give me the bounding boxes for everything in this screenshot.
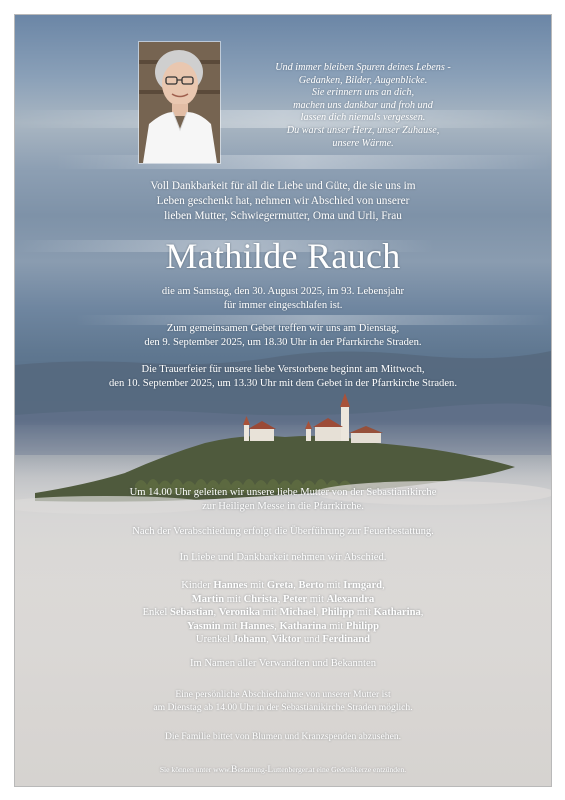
family-name: Viktor	[271, 634, 302, 646]
grandchildren-line	[15, 620, 551, 634]
family-name: Katharina	[279, 620, 327, 632]
obituary-card	[14, 14, 552, 787]
poem-line: Du warst unser Herz, unser Zuhause,	[286, 124, 440, 136]
flowers-request: Die Familie bittet von Blumen und Kranzspenden abzusehen.	[164, 731, 402, 742]
prayer-info	[15, 322, 551, 349]
viewing-info	[15, 689, 551, 714]
poem-line: lassen dich niemals vergessen.	[300, 112, 426, 124]
prayer-line: Zum gemeinsamen Gebet treffen wir uns am Dienstag,	[166, 323, 400, 334]
family-name: Veronika	[218, 607, 261, 619]
family-name: Hannes	[240, 620, 275, 632]
escort-info	[15, 486, 551, 513]
memorial-poem	[235, 62, 491, 150]
joiner: und	[301, 634, 323, 646]
family-name: Ferdinand	[322, 634, 371, 646]
joiner: mit	[354, 607, 374, 619]
intro-line: Leben geschenkt hat, nehmen wir Abschied von unserer	[156, 195, 410, 207]
joiner: ,	[315, 607, 322, 619]
family-name: Christa	[243, 593, 278, 605]
escort-line: zur Heiligen Messe in die Pfarrkirche.	[202, 500, 364, 512]
family-name: Berto	[298, 580, 324, 591]
intro-line: lieben Mutter, Schwiegermutter, Oma und Urli, Frau	[164, 210, 402, 222]
footer-text: B	[231, 764, 238, 775]
joiner: ,	[420, 607, 424, 619]
joiner: ,	[213, 607, 219, 619]
village-building	[250, 429, 274, 441]
family-name: Alexandra	[326, 593, 375, 605]
family-name: Philipp	[321, 607, 355, 619]
farewell-line: In Liebe und Dankbarkeit nehmen wir Abschied.	[179, 552, 387, 563]
label: Urenkel	[195, 634, 233, 646]
death-line: die am Samstag, den 30. August 2025, im 93. Lebensjahr	[161, 286, 405, 297]
family-name: Philipp	[346, 620, 379, 632]
poem-line: Gedanken, Bilder, Augenblicke.	[298, 74, 428, 86]
footer-text: L	[267, 764, 274, 775]
funeral-line: Die Trauerfeier für unsere liebe Verstorbene beginnt am Mittwoch,	[141, 364, 425, 375]
joiner: mit	[220, 620, 241, 632]
joiner: mit	[247, 580, 267, 591]
label: Enkel	[142, 607, 170, 619]
death-notice	[15, 285, 551, 312]
joiner: mit	[323, 580, 344, 591]
family-name: Johann	[232, 634, 267, 646]
deceased-name: Mathilde Rauch	[165, 236, 401, 276]
joiner: ,	[274, 620, 280, 632]
cloud-band	[55, 155, 551, 169]
joiner: ,	[382, 580, 385, 591]
family-name: Michael	[279, 607, 316, 619]
family-name: Hannes	[213, 580, 248, 591]
label: Kinder	[181, 580, 214, 591]
family-name: Greta	[266, 580, 294, 591]
small-tower	[306, 429, 311, 441]
viewing-line: am Dienstag ab 14.00 Uhr in der Sebastianikirche Straden möglich.	[153, 701, 413, 713]
poem-line: unsere Wärme.	[332, 137, 394, 149]
family-name: Katharina	[373, 607, 421, 619]
church-tower	[341, 407, 349, 441]
footer-text: estattung-	[237, 765, 268, 774]
great-grandchildren-line	[15, 633, 551, 647]
poem-line: Sie erinnern uns an dich,	[311, 87, 415, 99]
relatives-line: Im Namen aller Verwandten und Bekannten	[189, 658, 377, 669]
intro-text	[15, 179, 551, 224]
viewing-line: Eine persönliche Abschiednahme von unserer Mutter ist	[175, 689, 391, 700]
memorial-candle-footer	[15, 765, 551, 775]
village-building	[351, 433, 381, 443]
joiner: ,	[266, 634, 272, 646]
joiner: mit	[224, 593, 244, 605]
joiner: mit	[307, 593, 327, 605]
grandchildren-line	[15, 606, 551, 620]
footer-text: uttenberger.at eine Gedenkkerze entzünden.	[273, 765, 407, 774]
family-name: Yasmin	[187, 620, 221, 632]
family-name: Irmgard	[343, 580, 383, 591]
family-name: Peter	[283, 593, 308, 605]
children-line	[15, 593, 551, 607]
intro-line: Voll Dankbarkeit für all die Liebe und Güte, die sie uns im	[150, 180, 416, 192]
transfer-info: Nach der Verabschiedung erfolgt die Überführung zur Feuerbestattung.	[132, 526, 434, 537]
family-list	[15, 579, 551, 647]
footer-text: Sie können unter www.	[159, 765, 232, 774]
funeral-line: den 10. September 2025, um 13.30 Uhr mit dem Gebet in der Pfarrkirche Straden.	[108, 377, 458, 389]
death-line: für immer eingeschlafen ist.	[223, 299, 343, 311]
children-line	[15, 579, 551, 593]
family-name: Martin	[191, 593, 225, 605]
joiner: ,	[277, 593, 284, 605]
small-tower	[244, 425, 249, 441]
joiner: mit	[260, 607, 280, 619]
escort-line: Um 14.00 Uhr geleiten wir unsere liebe Mutter von der Sebastianikirche	[129, 487, 437, 498]
joiner: ,	[293, 580, 299, 591]
joiner: mit	[326, 620, 346, 632]
prayer-line: den 9. September 2025, um 18.30 Uhr in der Pfarrkirche Straden.	[144, 336, 422, 348]
poem-line: machen uns dankbar und froh und	[293, 99, 433, 111]
poem-line: Und immer bleiben Spuren deines Lebens -	[275, 62, 451, 73]
portrait-photo	[138, 41, 221, 164]
family-name: Sebastian	[169, 607, 214, 619]
funeral-info	[15, 363, 551, 390]
church-nave	[315, 427, 341, 441]
